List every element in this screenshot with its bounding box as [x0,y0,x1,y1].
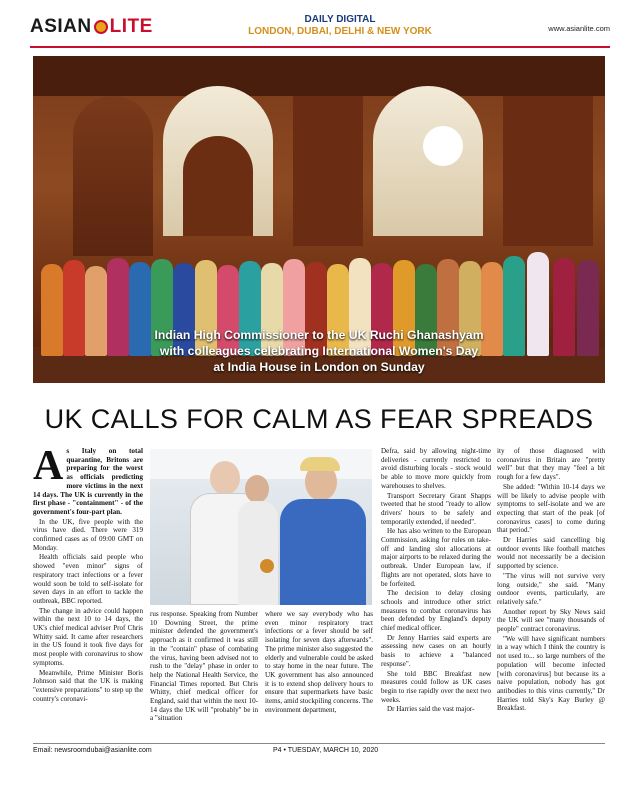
masthead [30,14,610,44]
paragraph: where we say everybody who has even minor respiratory tract infections or a fever should be self isolating for seven days afterwards". The prime minister also suggested the elderly and vulnerable could be asked to stay home in the near future. The UK government has also announced it is to extend shop delivery hours to ensure that supermarkets have basic items, amid stockpiling concerns. The environment department, [265,610,373,714]
paragraph: Dr Harries said the vast major- [387,705,475,714]
paragraph: She told BBC Breakfast new measures could follow as UK cases begin to rise rapidly over the next two weeks. [381,669,491,704]
photo-caption [33,327,605,375]
paragraph: He has also written to the European Commission, asking for rules on take-off and landing slot allocations at major airports to be relaxed during the outbreak. Under European law, if flights are not operated, slots have to be forfeited. [381,527,491,588]
paragraph: The decision to delay closing schools and introduce other strict measures to combat coronavirus has been defended by England's deputy chief medical officer. [381,589,491,633]
paragraph: "We will have significant numbers in a way which I think the country is not used to... so large numbers of the population will become infected [with coronavirus] but because its a naive population, nobody has got antibodies to this virus currently," Dr Harries told Sky's Kay Burley @ Breakfast. [497,634,605,713]
paragraph: Health officials said people who showed "even minor" signs of respiratory tract infections or a fever would soon be told to self-isolate for seven days in an effort to tackle the outbreak, BBC reported. [33,553,143,605]
asianlite-logo[interactable] [30,16,153,38]
paragraph: The change in advice could happen within the next 10 to 14 days, the UK's chief medical adviser Prof Chris Whitty said. It came after researchers in the US found it took five days for most people with coronavirus to show symptoms. [33,606,143,667]
footer-page-date: P4 • TUESDAY, MARCH 10, 2020 [273,747,379,754]
paragraph: rus response. Speaking from Number 10 Downing Street, the prime minister defended the government's approach as it confirmed it was still in the "contain" phase of combating the virus, having been advised not to rush to the "delay" phase in order to help the National Health Service, the Financial Times reported. But Chris Whitty, chief medical officer for England, said that within the next 10-14 days the UK will "probably" be in a "situation [150,610,258,723]
article-lead: s Italy on total quarantine, Britons are preparing for the worst as officials predicting more victims in the next 14 days. The UK is currently in the first phase - "containment" - of the government's four-part plan. [33,447,143,516]
edition-cities: LONDON, DUBAI, DELHI & NEW YORK [248,26,432,37]
paragraph: In the UK, five people with the virus have died. There were 319 confirmed cases as of 09:00 GMT on Monday. [33,517,143,552]
article-column-4 [381,447,491,715]
caption-line: with colleagues celebrating International Women's Day [159,344,479,358]
paragraph: "The virus will not survive very long outside," she said. "Many outdoor events, particularly, are relatively safe." [497,571,605,606]
footer-divider [33,743,605,744]
paragraph: Another report by Sky News said the UK will see "many thousands of people" contract coronavirus. [497,607,605,634]
caption-line: at India House in London on Sunday [213,360,425,374]
page-footer [33,747,605,754]
dropcap: A [33,443,64,489]
inset-photo [150,449,372,605]
emblem-icon [94,20,108,34]
paragraph: Defra, said by allowing night-time deliveries - currently restricted to avoid disturbing locals - stock would be able to move more quickly from warehouses to shelves. [381,447,491,490]
paragraph: She added: "Within 10-14 days we will be likely to advise people with symptoms to self-isolate and we are expecting that start of the peak [of coronavirus cases] to come during that period." [497,482,605,535]
logo-text-right: LITE [109,16,153,37]
logo-text-left: ASIAN [30,16,92,37]
edition-block [230,14,450,37]
article-column-1 [33,443,143,704]
lead-photo [33,56,605,383]
paragraph: Dr Harries said cancelling big outdoor events like football matches would not necessarily be a decision supported by science. [497,536,605,571]
paragraph: Transport Secretary Grant Shapps tweeted that he stood "ready to allow drivers' hours to be safely and temporarily extended, if needed". [381,491,491,526]
footer-email[interactable]: Email: newsroomdubai@asianlite.com [33,747,152,754]
masthead-divider [30,46,610,48]
article-headline: UK CALLS FOR CALM AS FEAR SPREADS [44,404,594,434]
paragraph: Dr Jenny Harries said experts are assessing new cases on an hourly basis to achieve a "balanced response". [381,633,491,668]
article-column-3 [265,610,373,715]
website-link[interactable]: www.asianlite.com [548,24,610,33]
paragraph: Meanwhile, Prime Minister Boris Johnson said that the UK is making "extensive preparations" to step up the country's coronavi- [33,668,143,703]
caption-line: Indian High Commissioner to the UK Ruchi Ghanashyam [154,328,484,342]
article-column-5 [497,447,605,714]
article-column-2 [150,610,258,724]
edition-label: DAILY DIGITAL [304,14,376,25]
paragraph: ity of those diagnosed with coronavirus in Britain are "pretty well" but that they may "feel a bit rough for a few days". [497,447,605,482]
